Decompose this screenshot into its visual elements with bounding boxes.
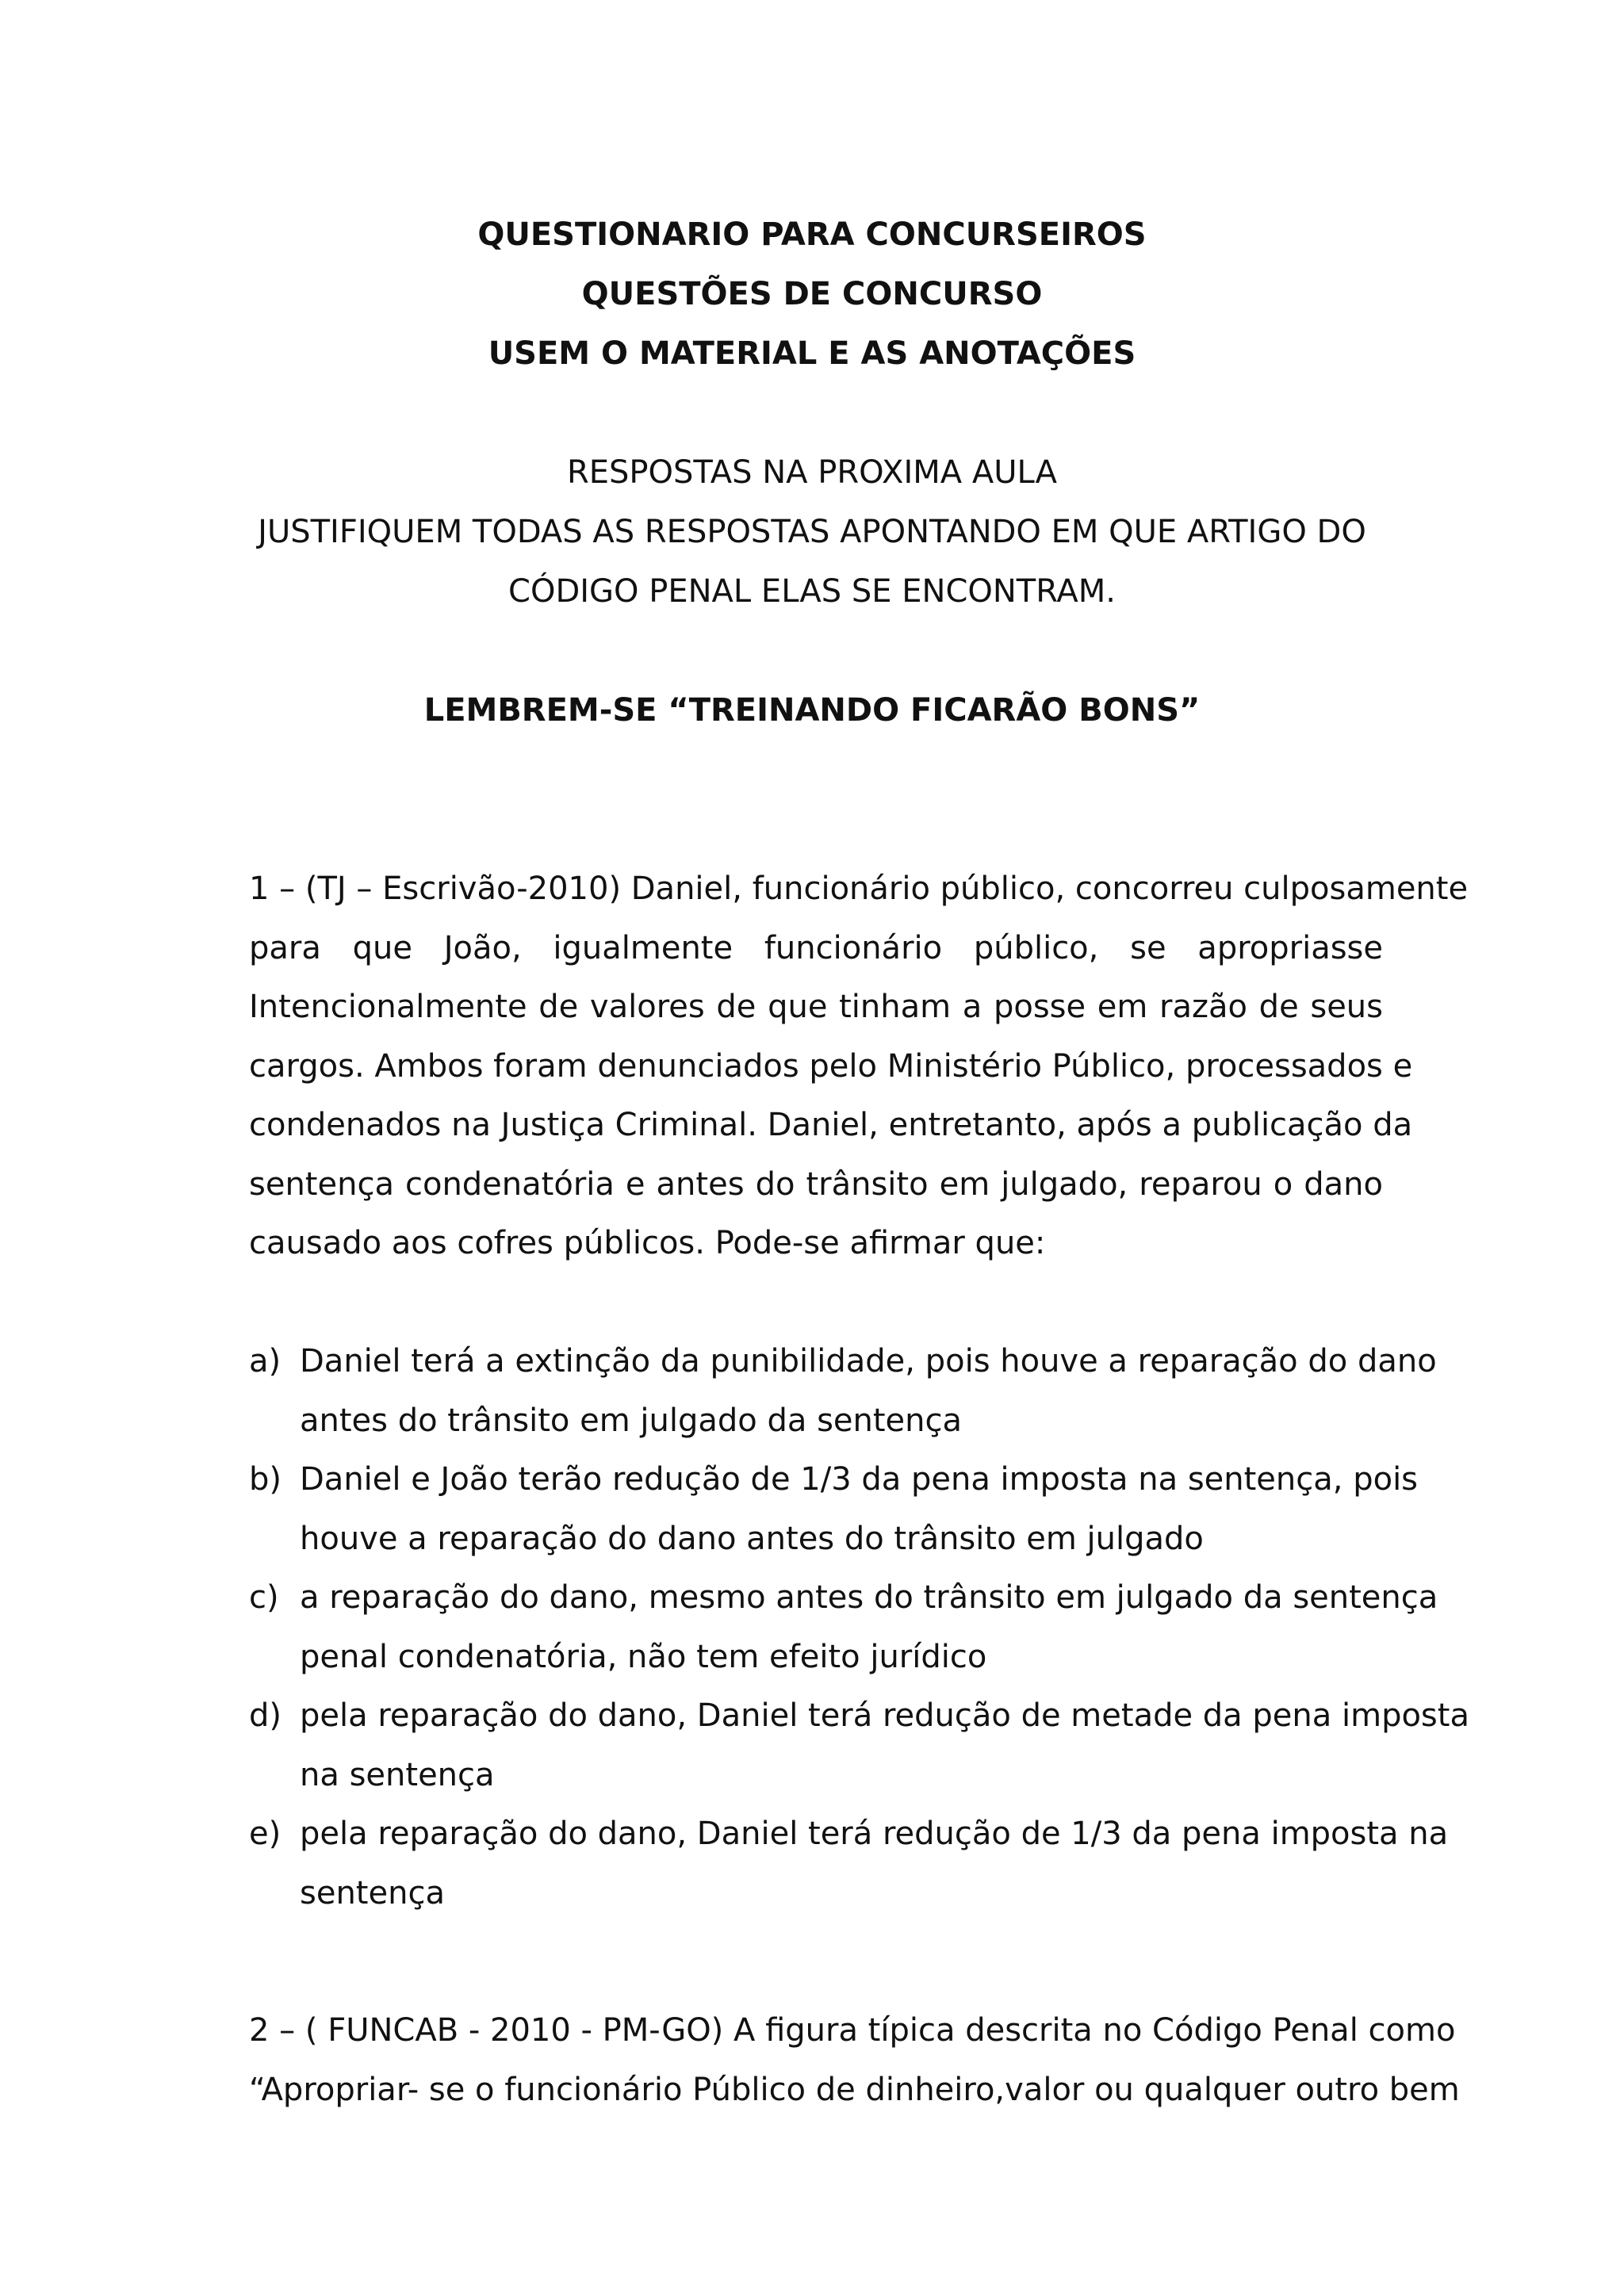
option-c [249,1568,1438,1686]
option-text: Daniel e João terão redução de 1/3 da pena imposta na sentença, pois [300,1461,1419,1498]
header-subtitle: QUESTÕES DE CONCURSO [581,276,1043,312]
option-text: penal condenatória, não tem efeito jurídico [300,1638,987,1675]
option-letter: e) [249,1816,282,1852]
motto: LEMBREM-SE “TREINANDO FICARÃO BONS” [423,692,1201,729]
question-1-line: condenados na Justiça Criminal. Daniel, entretanto, após a publicação da [249,1107,1413,1143]
question-1-line: 1 – (TJ – Escrivão-2010) Daniel, funcionário público, concorreu culposamente [249,871,1469,907]
option-text: pela reparação do dano, Daniel terá redução de 1/3 da pena imposta na [300,1816,1449,1852]
instructions-line-2: JUSTIFIQUEM TODAS AS RESPOSTAS APONTANDO EM QUE ARTIGO DO [258,514,1366,550]
instructions-line-3: CÓDIGO PENAL ELAS SE ENCONTRAM. [508,573,1116,610]
option-letter: d) [249,1697,282,1734]
option-text: houve a reparação do dano antes do trânsito em julgado [300,1520,1204,1557]
option-text: sentença [300,1874,445,1911]
option-text: antes do trânsito em julgado da sentença [300,1402,963,1439]
option-a [249,1332,1437,1450]
option-letter: a) [249,1343,282,1380]
option-text: Daniel terá a extinção da punibilidade, pois houve a reparação do dano [300,1343,1437,1380]
option-e [249,1804,1449,1923]
question-1-line: cargos. Ambos foram denunciados pelo Ministério Público, processados e [249,1047,1413,1085]
header-instruction: USEM O MATERIAL E AS ANOTAÇÕES [488,335,1136,372]
question-1-line: causado aos cofres públicos. Pode-se afirmar que: [249,1225,1046,1261]
header-title: QUESTIONARIO PARA CONCURSEIROS [477,216,1147,253]
question-1-options [249,1332,1469,1923]
question-1-line: Intencionalmente de valores de que tinham a posse em razão de seus [249,989,1383,1025]
question-2-statement [249,2001,1460,2119]
option-letter: c) [249,1579,279,1616]
question-1-line: sentença condenatória e antes do trânsito em julgado, reparou o dano [249,1165,1383,1203]
question-1-line: para que João, igualmente funcionário público, se apropriasse [249,929,1383,966]
option-text: a reparação do dano, mesmo antes do trânsito em julgado da sentença [300,1579,1438,1616]
question-1-statement [249,859,1469,1273]
option-d [249,1686,1469,1804]
question-2-line: “Apropriar- se o funcionário Público de dinheiro,valor ou qualquer outro bem [249,2071,1460,2108]
option-text: na sentença [300,1756,495,1793]
question-2-line: 2 – ( FUNCAB - 2010 - PM-GO) A figura típica descrita no Código Penal como [249,2012,1456,2049]
instructions-line-1: RESPOSTAS NA PROXIMA AULA [566,454,1058,491]
option-text: pela reparação do dano, Daniel terá redução de metade da pena imposta [300,1697,1469,1734]
option-letter: b) [249,1461,282,1498]
option-b [249,1450,1419,1568]
